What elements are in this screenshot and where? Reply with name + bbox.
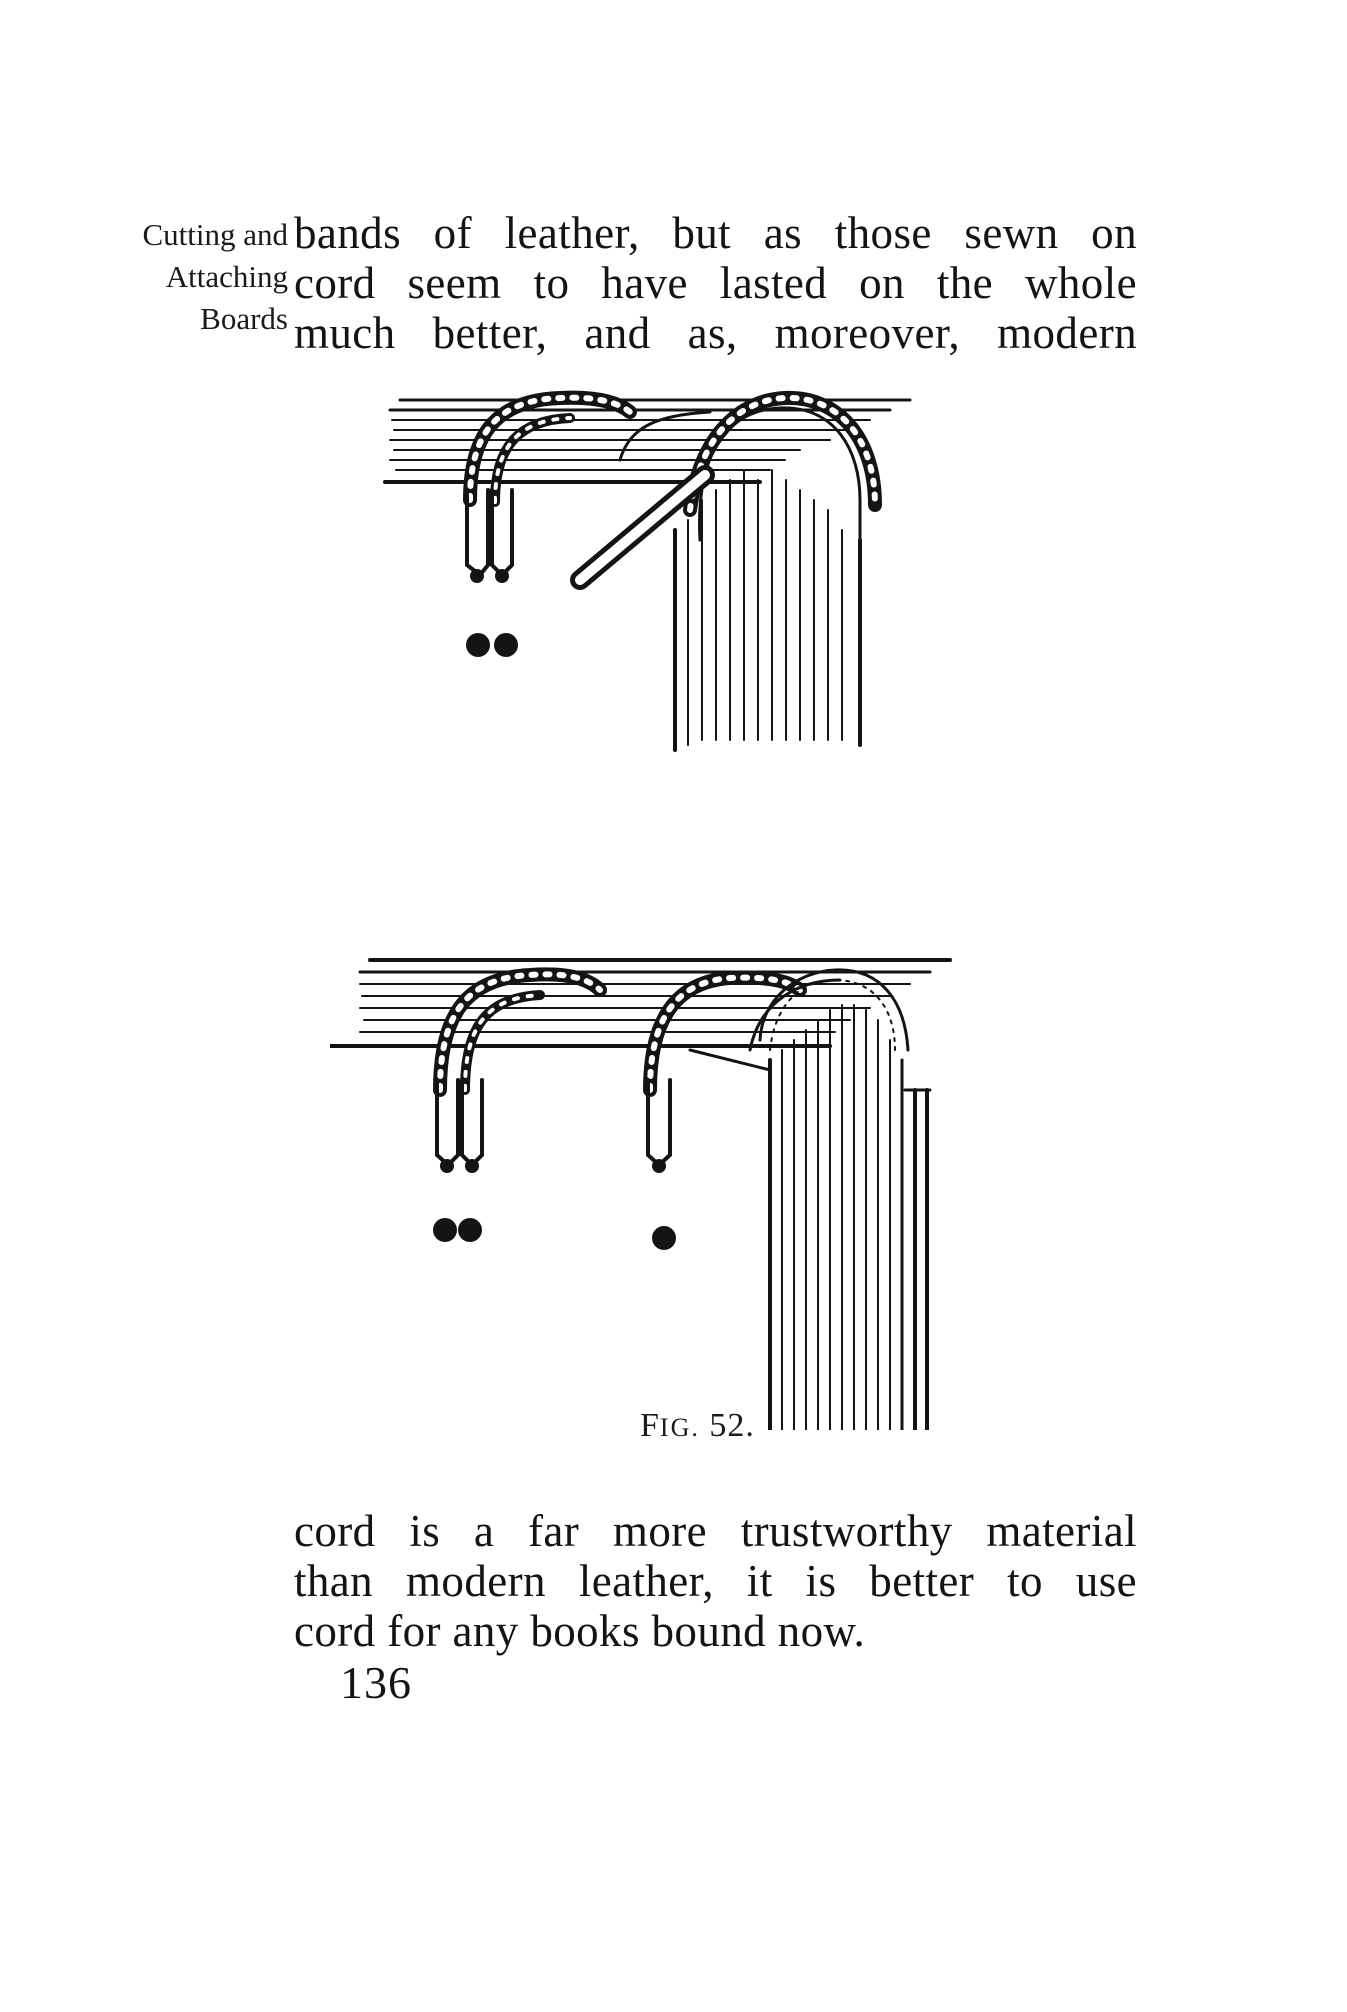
sidenote-line: Attaching — [165, 259, 288, 294]
text-line: much better, and as, moreover, modern — [294, 308, 1137, 358]
paragraph-top — [294, 208, 1137, 358]
margin-sidenote — [80, 214, 288, 340]
text-line: than modern leather, it is better to use — [294, 1556, 1137, 1606]
caption-initial: F — [640, 1407, 660, 1444]
text-line: cord is a far more trustworthy material — [294, 1506, 1137, 1556]
text-line: cord seem to have lasted on the whole — [294, 258, 1137, 308]
figure-caption — [640, 1407, 755, 1445]
bottom-diagram — [330, 960, 950, 1430]
paragraph-bottom — [294, 1506, 1137, 1656]
caption-smallcaps: IG. — [659, 1413, 700, 1442]
text-line: bands of leather, but as those sewn on — [294, 208, 1137, 258]
top-diagram — [385, 398, 910, 750]
sidenote-line: Boards — [200, 301, 288, 336]
text-line: cord for any books bound now. — [294, 1606, 866, 1656]
board-attachment-diagram — [330, 390, 1090, 1430]
caption-number: 52. — [699, 1407, 755, 1444]
sidenote-line: Cutting and — [142, 217, 288, 252]
figure-52-illustration — [330, 390, 1090, 1430]
page-number: 136 — [340, 1657, 412, 1708]
